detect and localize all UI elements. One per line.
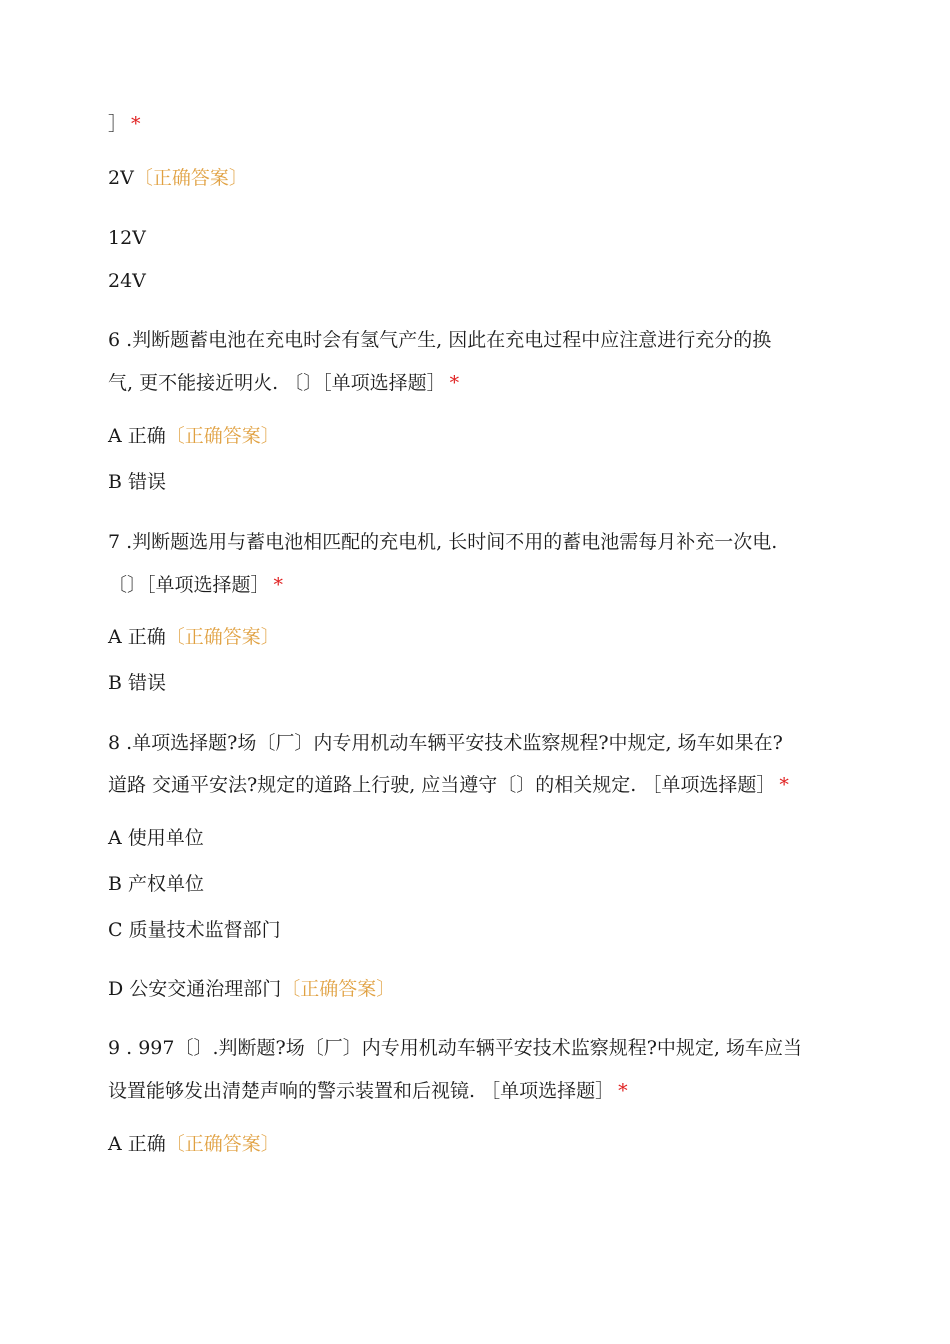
correct-answer-tag: 〔正确答案〕 bbox=[165, 1133, 280, 1155]
q9-option-a[interactable]: A 正确〔正确答案〕 bbox=[108, 1133, 280, 1155]
question-7-line2: 〔〕［单项选择题］ * bbox=[108, 574, 284, 596]
q8-option-a[interactable]: A 使用单位 bbox=[108, 827, 204, 849]
required-marker: * bbox=[449, 372, 460, 394]
option-24v[interactable]: 24V bbox=[108, 270, 146, 292]
question-6-line2: 气, 更不能接近明火. 〔〕［单项选择题］ * bbox=[108, 372, 460, 394]
question-8-line2: 道路 交通平安法?规定的道路上行驶, 应当遵守〔〕的相关规定. ［单项选择题］ * bbox=[108, 774, 789, 796]
question-7-line1: 7 .判断题选用与蓄电池相匹配的充电机, 长时间不用的蓄电池需每月补充一次电. bbox=[108, 531, 778, 553]
correct-answer-tag: 〔正确答案〕 bbox=[165, 626, 280, 648]
question-6-line1: 6 .判断题蓄电池在充电时会有氢气产生, 因此在充电过程中应注意进行充分的换 bbox=[108, 329, 772, 351]
q8-option-d[interactable]: D 公安交通治理部门〔正确答案〕 bbox=[108, 978, 396, 1000]
correct-answer-tag: 〔正确答案〕 bbox=[133, 167, 248, 189]
required-marker: * bbox=[131, 113, 141, 135]
correct-answer-tag: 〔正确答案〕 bbox=[281, 978, 396, 1000]
required-marker: * bbox=[273, 574, 284, 596]
correct-answer-tag: 〔正确答案〕 bbox=[165, 425, 280, 447]
option-12v[interactable]: 12V bbox=[108, 227, 146, 249]
required-marker: * bbox=[618, 1080, 628, 1102]
q6-option-b[interactable]: B 错误 bbox=[108, 471, 167, 493]
q7-option-b[interactable]: B 错误 bbox=[108, 672, 167, 694]
required-marker: * bbox=[779, 774, 789, 796]
q6-option-a[interactable]: A 正确〔正确答案〕 bbox=[108, 425, 280, 447]
option-2v[interactable]: 2V〔正确答案〕 bbox=[108, 167, 248, 189]
q8-option-c[interactable]: C 质量技术监督部门 bbox=[108, 919, 281, 941]
question-9-line1: 9 . 997〔〕.判断题?场〔厂〕内专用机动车辆平安技术监察规程?中规定, 场车应当 bbox=[108, 1037, 802, 1059]
q7-option-a[interactable]: A 正确〔正确答案〕 bbox=[108, 626, 280, 648]
q8-option-b[interactable]: B 产权单位 bbox=[108, 873, 205, 895]
question-tail: ］ * bbox=[108, 113, 141, 135]
question-8-line1: 8 .单项选择题?场〔厂〕内专用机动车辆平安技术监察规程?中规定, 场车如果在? bbox=[108, 732, 783, 754]
question-9-line2: 设置能够发出清楚声响的警示装置和后视镜. ［单项选择题］ * bbox=[108, 1080, 628, 1102]
